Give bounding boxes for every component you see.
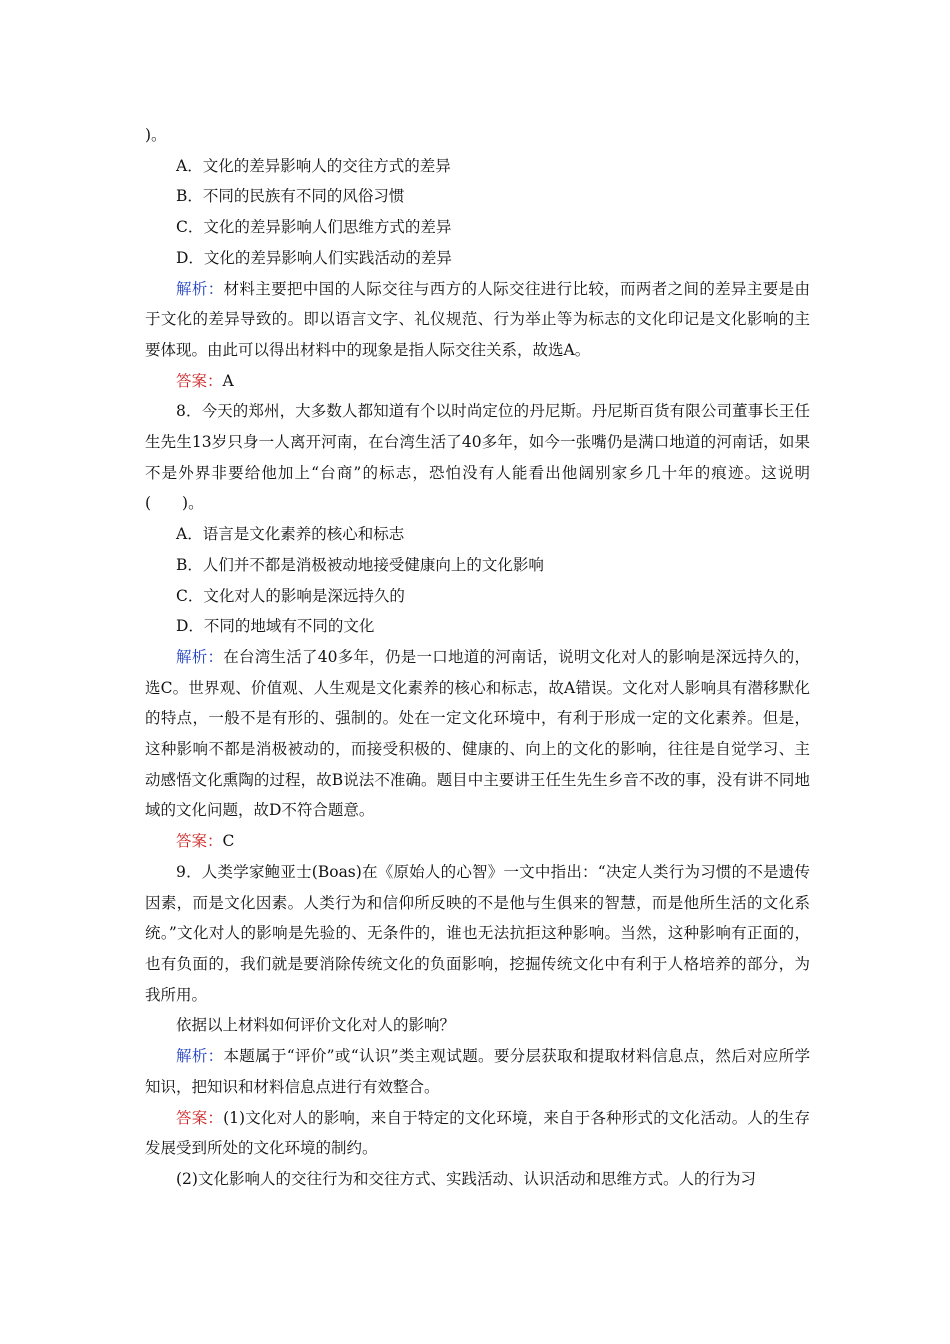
q7-explanation-label: 解析： [176,279,224,298]
q8-explanation-text: 在台湾生活了40多年，仍是一口地道的河南话，说明文化对人的影响是深远持久的，选C。世界观、价值观、人生观是文化素养的核心和标志，故A错误。文化对人影响具有潜移默化的特点，一般不是有形的、强制的。处在一定文化环境中，有利于形成一定的文化素养。但是，这种影响不都是消极被动的，而接受积极的、健康的、向上的文化的影响，往往是自觉学习、主动感悟文化熏陶的过程，故B说法不准确。题目中主要讲王任生先生乡音不改的事，没有讲不同地域的文化问题，故D不符合题意。 [145,647,810,820]
q9-answer-label: 答案： [176,1108,224,1127]
q7-explanation-text: 材料主要把中国的人际交往与西方的人际交往进行比较，而两者之间的差异主要是由于文化的差异导致的。即以语言文字、礼仪规范、行为举止等为标志的文化印记是文化影响的主要体现。由此可以得出材料中的现象是指人际交往关系，故选A。 [145,279,810,359]
q9-explanation-text: 本题属于“评价”或“认识”类主观试题。要分层获取和提取材料信息点，然后对应所学知识，把知识和材料信息点进行有效整合。 [145,1047,810,1096]
q7-option-b: B．不同的民族有不同的风俗习惯 [176,187,405,206]
q8-answer-text: C [222,832,235,851]
q7-explanation [145,274,810,366]
q7-answer-label: 答案： [176,371,223,390]
q8-option-c: C．文化对人的影响是深远持久的 [176,586,405,605]
q7-answer [145,366,810,397]
q9-question: 依据以上材料如何评价文化对人的影响？ [176,1016,456,1035]
q7-answer-text: A [222,371,234,390]
q7-option-a: A．文化的差异影响人的交往方式的差异 [176,156,451,175]
q8-option-d: D．不同的地域有不同的文化 [176,617,375,636]
q9-answer-point-1: (1)文化对人的影响，来自于特定的文化环境，来自于各种形式的文化活动。人的生存发展受到所处的文化环境的制约。 [145,1108,810,1158]
q8-stem: 8．今天的郑州，大多数人都知道有个以时尚定位的丹尼斯。丹尼斯百货有限公司董事长王任生先生13岁只身一人离开河南，在台湾生活了40多年，如今一张嘴仍是满口地道的河南话，如果不是外界非要给他加上“台商”的标志，恐怕没有人能看出他阔别家乡几十年的痕迹。这说明( )。 [145,402,810,513]
q8-option-a: A．语言是文化素养的核心和标志 [176,525,405,544]
q9-stem: 9．人类学家鲍亚士(Boas)在《原始人的心智》一文中指出：“决定人类行为习惯的不是遗传因素，而是文化因素。人类行为和信仰所反映的不是他与生俱来的智慧，而是他所生活的文化系统。”文化对人的影响是先验的、无条件的，谁也无法抗拒这种影响。当然，这种影响有正面的，也有负面的，我们就是要消除传统文化的负面影响，挖掘传统文化中有利于人格培养的部分，为我所用。 [145,862,810,1004]
document-page [145,120,810,1195]
q8-answer-label: 答案： [176,832,223,851]
q8-answer [145,826,810,857]
q9-explanation-label: 解析： [176,1047,224,1066]
q9-answer [145,1103,810,1164]
q8-explanation [145,642,810,826]
q7-option-c: C．文化的差异影响人们思维方式的差异 [176,218,452,237]
q9-explanation [145,1041,810,1102]
q7-stem-tail: )。 [145,126,167,144]
q7-option-d: D．文化的差异影响人们实践活动的差异 [176,248,452,267]
q9-answer-point-2: (2)文化影响人的交往行为和交往方式、实践活动、认识活动和思维方式。人的行为习 [176,1169,756,1188]
q8-explanation-label: 解析： [176,647,224,666]
q8-option-b: B．人们并不都是消极被动地接受健康向上的文化影响 [176,555,544,574]
